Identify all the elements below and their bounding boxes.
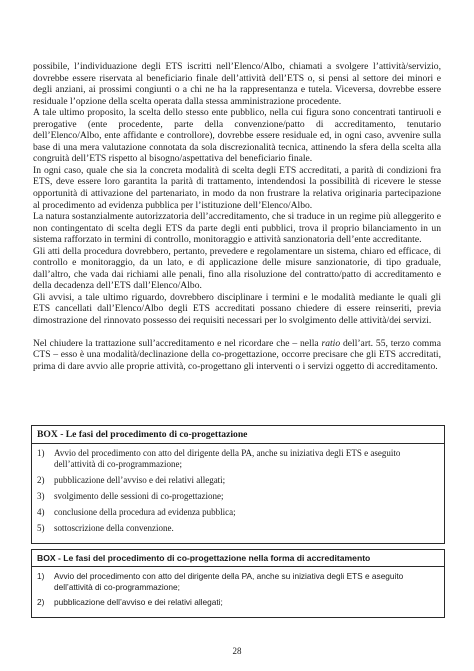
item-text: svolgimento delle sessioni di co-progettazione;: [54, 491, 224, 501]
list-item: [37, 448, 439, 470]
paragraph: In ogni caso, quale che sia la concreta modalità di scelta degli ETS accreditati, a parità di condizioni fra ETS, deve essere loro garantita la parità di trattamento, intendendosi la possibilità di ricevere le stesse opportunità di attivazione del partenariato, in modo da non frustrare la relativa originaria partecipazione al procedimento ad evidenza pubblica per l’istituzione dell’Elenco/Albo.: [33, 164, 441, 211]
closing-text-end: dell’art. 55, terzo comma CTS – esso è una modalità/declinazione della co-progettazione, occorre precisare che gli ETS accreditati, prima di dare avvio alle proprie attività, co-progettano gli interventi o i servizi oggetto di accreditamento.: [33, 337, 441, 372]
item-text: pubblicazione dell’avviso e dei relativi allegati;: [54, 475, 226, 485]
box-list: [32, 567, 444, 617]
item-number: 5): [37, 523, 45, 533]
item-text: pubblicazione dell’avviso e dei relativi allegati;: [54, 597, 223, 607]
box-co-progettazione: [31, 425, 445, 544]
paragraph: Gli atti della procedura dovrebbero, pertanto, prevedere e regolamentare un sistema, chiaro ed efficace, di controllo e monitoraggio, da un lato, e di applicazione delle misure sanzionatorie, di tipo graduale, dall’altro, che vada dai richiami alle penali, fino alla risoluzione del contratto/patto di accreditamento e della decadenza dell’ETS dall’Elenco/Albo.: [33, 245, 441, 292]
item-number: 2): [37, 597, 45, 607]
closing-text-start: Nel chiudere la trattazione sull’accreditamento e nel ricordare che – nella: [33, 337, 322, 349]
item-number: 2): [37, 475, 45, 485]
list-item: [37, 597, 439, 608]
box-title: BOX - Le fasi del procedimento di co-progettazione nella forma di accreditamento: [32, 550, 444, 567]
box-list: [32, 444, 444, 543]
item-number: 4): [37, 507, 45, 517]
list-item: [37, 491, 439, 502]
paragraph: A tale ultimo proposito, la scelta dello stesso ente pubblico, nella cui figura sono concentrati tantiruoli e prerogative (ente procedente, parte della convenzione/patto di accreditamento, tenutario dell’Elenco/Albo, ente affidante e controllore), dovrebbe essere residuale ed, in ogni caso, avvenire sulla base di una mera valutazione connotata da sola discrezionalità tecnica, attinendo la sfera della scelta alla congruità dell’ETS rispetto al bisogno/aspettativa del beneficiario finale.: [33, 107, 441, 165]
item-number: 1): [37, 571, 45, 581]
box-title: BOX - Le fasi del procedimento di co-progettazione: [32, 426, 444, 444]
item-text: Avvio del procedimento con atto del dirigente della PA, anche su iniziativa degli ETS e aseguito dell’attività di co-programmazione;: [54, 448, 401, 469]
closing-italic-word: ratio: [321, 337, 341, 349]
paragraph: possibile, l’individuazione degli ETS iscritti nell’Elenco/Albo, chiamati a svolgere l’attività/servizio, dovrebbe essere riservata al beneficiario finale dell’attività dell’ETS o, si pensi al settore dei minori e degli anziani, ai prossimi congiunti o a chi ne ha la rappresentanza e tutela. Viceversa, dovrebbe essere residuale l’opzione della scelta operata dalla stessa amministrazione procedente.: [33, 61, 441, 107]
item-number: 3): [37, 491, 45, 501]
paragraph: La natura sostanzialmente autorizzatoria dell’accreditamento, che si traduce in un regime più alleggerito e non contingentato di scelta degli ETS da parte degli enti pubblici, trova il proprio bilanciamento in un sistema rafforzato in termini di controllo, monitoraggio e attività sanzionatoria dell’ente accreditante.: [33, 211, 441, 246]
list-item: [37, 523, 439, 534]
item-text: conclusione della procedura ad evidenza pubblica;: [54, 507, 236, 517]
list-item: [37, 507, 439, 518]
body-text: [33, 61, 441, 372]
item-number: 1): [37, 448, 45, 458]
list-item: [37, 475, 439, 486]
box-co-progettazione-accreditamento: [31, 549, 445, 618]
list-item: [37, 571, 439, 592]
page-number: 28: [232, 646, 242, 656]
item-text: Avvio del procedimento con atto del dirigente della PA, anche su iniziativa degli ETS e aseguito dell’attività di co-programmazione;: [54, 571, 404, 592]
item-text: sottoscrizione della convenzione.: [54, 523, 174, 533]
closing-paragraph: [33, 338, 441, 373]
paragraph: Gli avvisi, a tale ultimo riguardo, dovrebbero disciplinare i termini e le modalità mediante le quali gli ETS cancellati dall’Elenco/Albo degli ETS accreditati possano chiedere di essere reinseriti, previa dimostrazione del rinnovato possesso dei requisiti necessari per lo svolgimento delle attività/dei servizi.: [33, 291, 441, 327]
